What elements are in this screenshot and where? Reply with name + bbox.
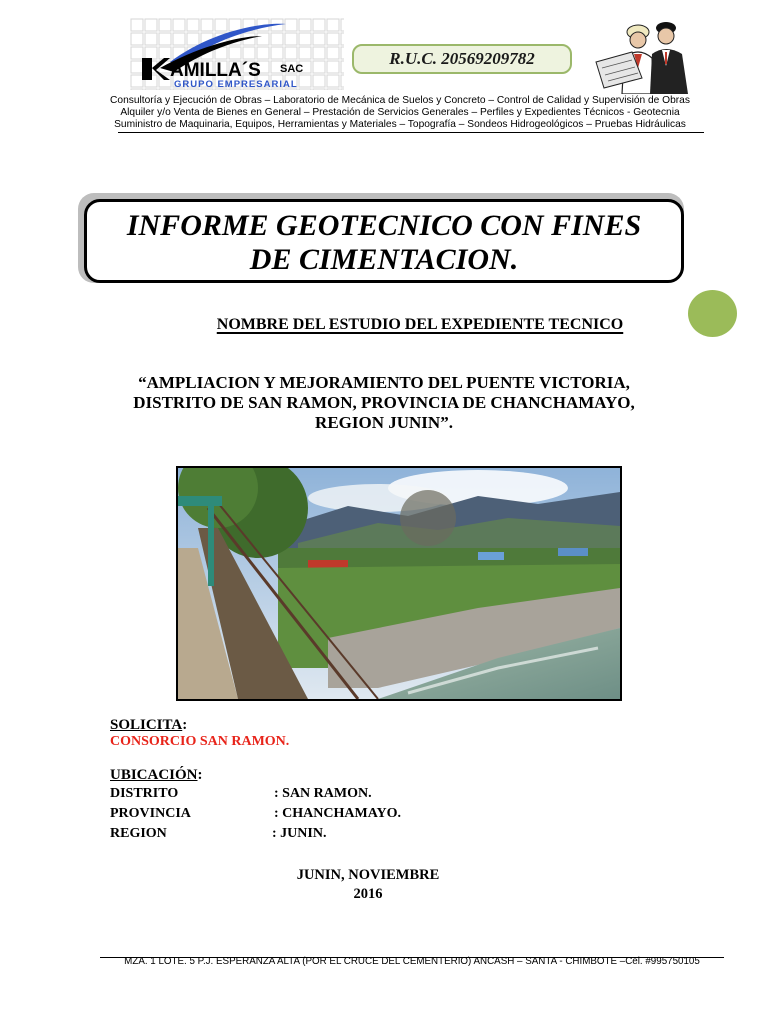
services-line: Suministro de Maquinaria, Equipos, Herramientas y Materiales – Topografía – Sondeos Hidrogeológicos – Pruebas Hidráulicas: [114, 119, 686, 130]
project-name: [90, 373, 678, 433]
project-line: DISTRITO DE SAN RAMON, PROVINCIA DE CHANCHAMAYO,: [133, 393, 635, 412]
location-row: [110, 826, 510, 846]
title-line: DE CIMENTACION.: [249, 243, 519, 276]
bridge-river-photo: [176, 466, 622, 701]
engineers-illustration: [588, 18, 698, 94]
logo-name: AMILLA´S: [170, 60, 261, 81]
logo-suffix: SAC: [280, 63, 304, 75]
location-key: PROVINCIA: [110, 806, 191, 821]
location-key: DISTRITO: [110, 786, 179, 801]
ruc-text: R.U.C. 20569209782: [389, 49, 535, 68]
services-line: Consultoría y Ejecución de Obras – Laboratorio de Mecánica de Suelos y Concreto – Control de Calidad y Supervisión de Obras: [110, 95, 690, 106]
logo-tagline: GRUPO EMPRESARIAL: [174, 79, 298, 90]
company-logo: [130, 18, 344, 90]
requester-label: SOLICITA: [110, 717, 183, 733]
location-key: REGION: [110, 826, 167, 841]
services-line: Alquiler y/o Venta de Bienes en General – Prestación de Servicios Generales – Perfiles y Expedientes Técnicos - Geotecnia: [120, 107, 680, 118]
study-heading: [150, 316, 690, 334]
report-date: [250, 866, 486, 904]
green-circle-decoration: [688, 290, 737, 337]
location-value: : CHANCHAMAYO.: [274, 806, 402, 821]
requester-name: CONSORCIO SAN RAMON.: [110, 734, 290, 749]
location-row: [110, 806, 510, 826]
location-label: UBICACIÓN: [110, 767, 198, 783]
footer-address: MZA. 1 LOTE. 5 P.J. ESPERANZA ALTA (POR EL CRUCE DEL CEMENTERIO) ANCASH – SANTA - CHIMBOTE –Cel. #995750105: [124, 956, 700, 967]
project-line: REGION JUNIN”.: [315, 413, 453, 432]
title-line: INFORME GEOTECNICO CON FINES: [126, 209, 642, 242]
study-heading-text: NOMBRE DEL ESTUDIO DEL EXPEDIENTE TECNICO: [216, 316, 624, 333]
ruc-box: [352, 44, 572, 74]
location-row: [110, 786, 510, 806]
date-line: 2016: [353, 886, 383, 902]
report-title: [84, 199, 684, 283]
header-divider: [118, 132, 704, 133]
location-value: : SAN RAMON.: [274, 786, 372, 801]
services-list: [100, 95, 700, 131]
project-line: “AMPLIACION Y MEJORAMIENTO DEL PUENTE VICTORIA,: [138, 373, 630, 392]
date-line: JUNIN, NOVIEMBRE: [296, 867, 440, 883]
location-value: : JUNIN.: [272, 826, 327, 841]
location-block: UBICACIÓN: DISTRITO : SAN RAMON. PROVINCIA : CHANCHAMAYO. REGION : JUNIN.: [110, 766, 510, 846]
requester-block: SOLICITA: CONSORCIO SAN RAMON.: [110, 717, 290, 749]
